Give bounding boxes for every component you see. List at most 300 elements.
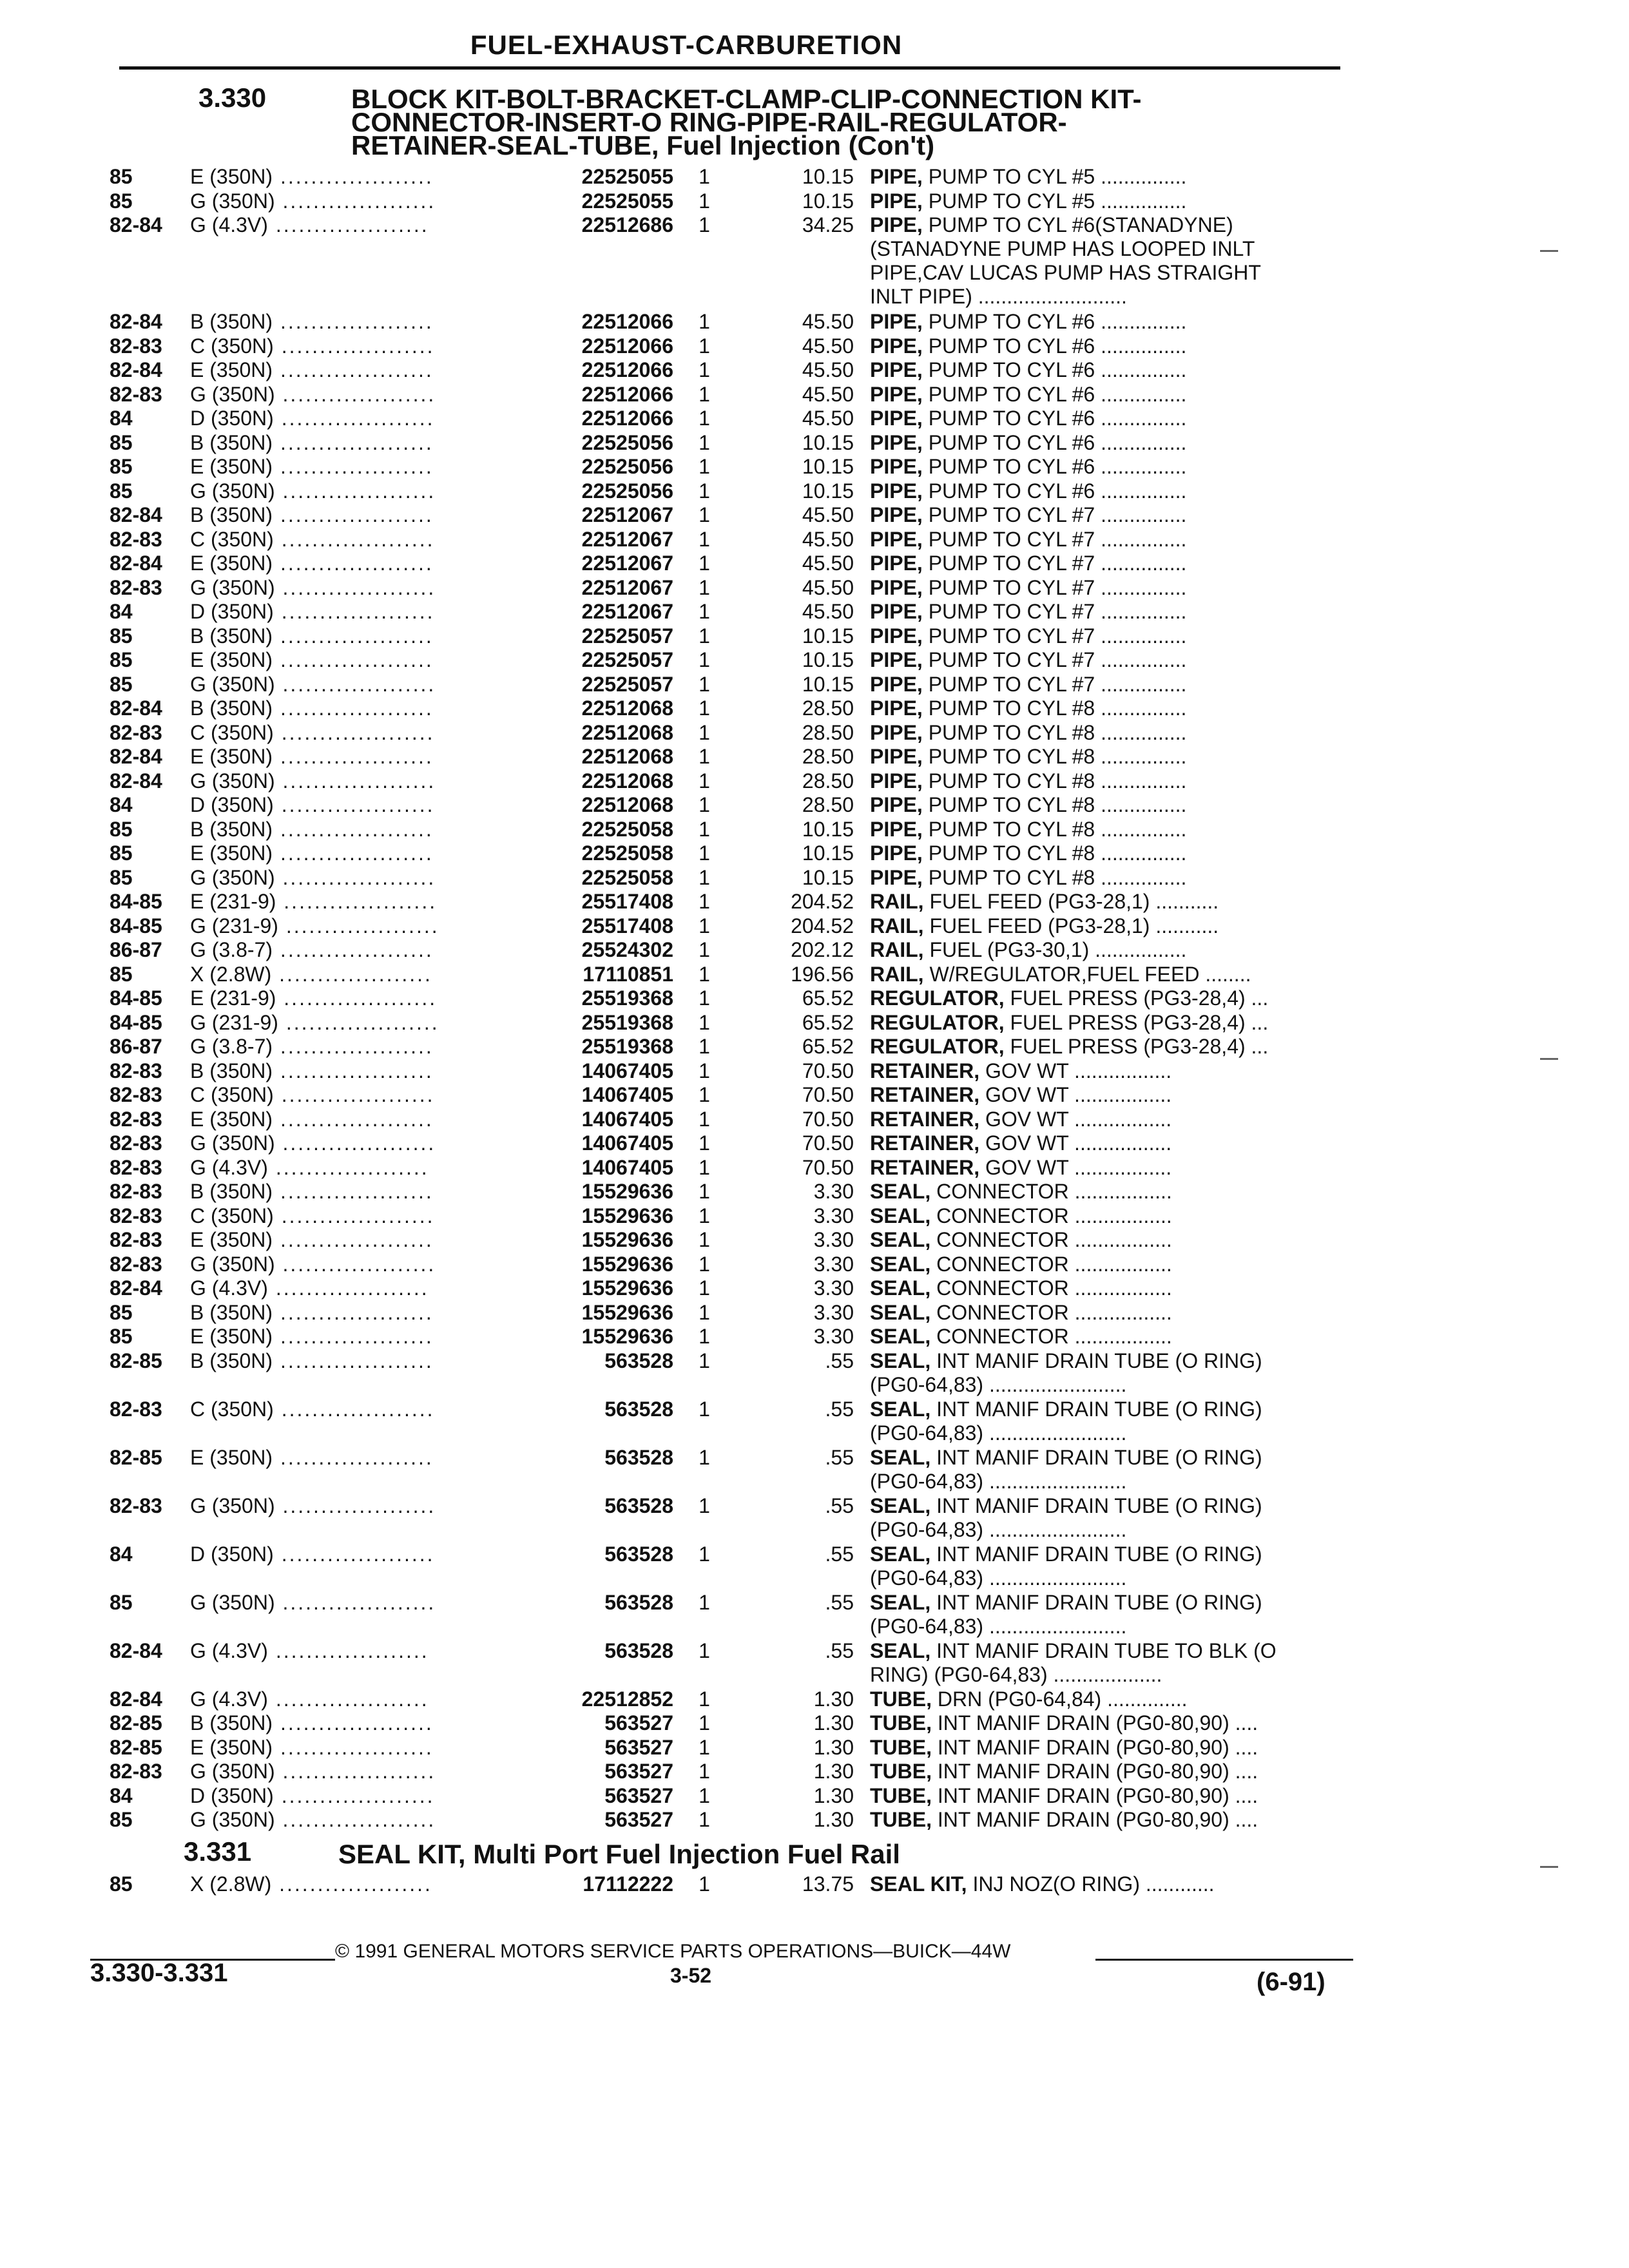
model-year: 84-85 (110, 914, 162, 937)
price: 1.30 (813, 1687, 854, 1711)
description (870, 1228, 1347, 1252)
model-year: 84 (110, 1783, 133, 1807)
parts-row (0, 963, 1629, 987)
leader-dots: .................... (273, 1180, 434, 1203)
parts-row (0, 310, 1629, 334)
description (870, 1011, 1347, 1035)
model-code (190, 745, 434, 769)
quantity: 1 (699, 1445, 710, 1469)
price: .55 (825, 1639, 854, 1662)
model-code-text: E (350N) (190, 1735, 273, 1759)
description-line: PIPE, PUMP TO CYL #8 ............... (870, 841, 1187, 865)
model-code-text: C (350N) (190, 1083, 274, 1106)
model-code (190, 1783, 435, 1808)
part-number: 22512068 (581, 745, 673, 768)
leader-dots: .................... (273, 527, 435, 551)
parts-row (0, 600, 1629, 624)
model-code-text: G (3.8-7) (190, 1035, 273, 1058)
price: 28.50 (802, 720, 854, 744)
description-line: SEAL, INT MANIF DRAIN TUBE (O RING) (870, 1397, 1262, 1421)
section-title (351, 84, 1318, 160)
parts-row (0, 1784, 1629, 1809)
model-year: 85 (110, 865, 133, 889)
part-number: 563527 (604, 1711, 673, 1735)
price: 3.30 (813, 1325, 854, 1348)
price: 1.30 (813, 1808, 854, 1831)
leader-dots: .................... (271, 1872, 432, 1896)
model-year: 84-85 (110, 890, 162, 913)
quantity: 1 (699, 455, 710, 478)
leader-dots: .................... (273, 334, 435, 358)
parts-row (0, 1131, 1629, 1156)
price: 65.52 (802, 1035, 854, 1058)
parts-row (0, 1687, 1629, 1712)
leader-dots: .................... (273, 624, 434, 648)
description-line: SEAL, CONNECTOR ................. (870, 1228, 1172, 1251)
description-line: RAIL, FUEL FEED (PG3-28,1) ........... (870, 914, 1219, 937)
part-noun: SEAL, (870, 1349, 931, 1372)
part-noun: REGULATOR, (870, 1035, 1005, 1058)
description-line: (PG0-64,83) ........................ (870, 1469, 1127, 1493)
model-year: 86-87 (110, 938, 162, 961)
parts-row (0, 890, 1629, 914)
part-noun: PIPE, (870, 189, 923, 213)
description (870, 793, 1347, 817)
model-year: 85 (110, 841, 133, 865)
model-code (190, 1300, 434, 1325)
parts-row (0, 1059, 1629, 1084)
parts-row (0, 528, 1629, 552)
leader-dots: .................... (275, 575, 436, 599)
model-year: 82-85 (110, 1349, 162, 1372)
leader-dots: .................... (276, 986, 438, 1010)
model-code (190, 1445, 434, 1470)
part-number: 563528 (604, 1542, 673, 1566)
part-noun: PIPE, (870, 697, 923, 720)
model-code (190, 841, 434, 865)
price: 45.50 (802, 600, 854, 623)
quantity: 1 (699, 1494, 710, 1517)
description (870, 1253, 1347, 1276)
quantity: 1 (699, 189, 710, 213)
model-code (190, 455, 434, 479)
model-code-text: G (350N) (190, 1494, 275, 1517)
leader-dots: .................... (273, 455, 434, 478)
section-range: 3.330-3.331 (90, 1959, 228, 1987)
quantity: 1 (699, 165, 710, 188)
leader-dots: .................... (275, 479, 436, 503)
quantity: 1 (699, 552, 710, 575)
leader-dots: .................... (267, 213, 429, 236)
price: .55 (825, 1542, 854, 1566)
part-number: 17110851 (583, 962, 673, 986)
model-code (190, 817, 434, 841)
leader-dots: .................... (273, 1783, 435, 1807)
leader-dots: .................... (275, 1760, 436, 1783)
model-code (190, 1204, 435, 1228)
quantity: 1 (699, 1107, 710, 1131)
model-code-text: G (350N) (190, 769, 275, 793)
part-noun: PIPE, (870, 165, 923, 188)
parts-row (0, 1301, 1629, 1325)
part-noun: SEAL, (870, 1180, 931, 1203)
model-code (190, 865, 436, 890)
part-number: 14067405 (581, 1155, 673, 1179)
model-year: 82-85 (110, 1735, 162, 1759)
model-year: 82-84 (110, 1276, 162, 1300)
parts-row (0, 1808, 1629, 1832)
part-number: 22512067 (581, 552, 673, 575)
quantity: 1 (699, 1180, 710, 1203)
model-year: 82-85 (110, 1445, 162, 1469)
model-year: 82-84 (110, 1639, 162, 1662)
model-code-text: D (350N) (190, 407, 274, 430)
parts-row (0, 1204, 1629, 1229)
description-line: (PG0-64,83) ........................ (870, 1421, 1127, 1445)
parts-row (0, 334, 1629, 359)
part-noun: RETAINER, (870, 1059, 980, 1082)
parts-row (0, 1736, 1629, 1760)
model-code-text: G (4.3V) (190, 1276, 268, 1300)
part-number: 14067405 (581, 1059, 673, 1082)
price: .55 (825, 1349, 854, 1372)
quantity: 1 (699, 1300, 710, 1324)
model-code (190, 1010, 439, 1035)
description-line: PIPE, PUMP TO CYL #7 ............... (870, 575, 1187, 599)
part-noun: RETAINER, (870, 1155, 980, 1179)
model-code-text: G (350N) (190, 189, 275, 213)
model-code (190, 769, 436, 793)
quantity: 1 (699, 1735, 710, 1759)
leader-dots: .................... (273, 552, 434, 575)
description-line: PIPE, PUMP TO CYL #6 ............... (870, 479, 1187, 503)
part-number: 22525058 (581, 865, 673, 889)
model-year: 82-83 (110, 1180, 162, 1203)
part-number: 15529636 (581, 1325, 673, 1348)
description-line: PIPE, PUMP TO CYL #7 ............... (870, 552, 1187, 575)
part-number: 22525056 (581, 430, 673, 454)
model-year: 85 (110, 624, 133, 648)
description (870, 407, 1347, 430)
price: 45.50 (802, 382, 854, 406)
parts-row (0, 841, 1629, 866)
model-code-text: B (350N) (190, 697, 273, 720)
price: 202.12 (791, 938, 854, 961)
model-year: 85 (110, 430, 133, 454)
model-code-text: G (231-9) (190, 1010, 278, 1034)
parts-row (0, 455, 1629, 479)
description-line: TUBE, INT MANIF DRAIN (PG0-80,90) .... (870, 1783, 1258, 1807)
part-noun: RAIL, (870, 914, 924, 937)
leader-dots: .................... (273, 1349, 434, 1372)
model-code (190, 1687, 429, 1711)
description (870, 600, 1347, 624)
part-number: 22525058 (581, 817, 673, 841)
quantity: 1 (699, 890, 710, 913)
price: .55 (825, 1590, 854, 1614)
description-line: (PG0-64,83) ........................ (870, 1566, 1127, 1590)
leader-dots: .................... (275, 672, 436, 696)
model-code-text: G (350N) (190, 1131, 275, 1155)
description (870, 503, 1347, 527)
model-year: 85 (110, 672, 133, 696)
model-code (190, 527, 435, 552)
model-code (190, 165, 434, 189)
model-year: 84 (110, 407, 133, 430)
part-number: 22512068 (581, 697, 673, 720)
description (870, 1446, 1347, 1494)
leader-dots: .................... (273, 1204, 435, 1227)
leader-dots: .................... (273, 430, 434, 454)
price: 70.50 (802, 1131, 854, 1155)
description-line: RETAINER, GOV WT ................. (870, 1155, 1172, 1179)
leader-dots: .................... (273, 1059, 434, 1082)
model-code-text: G (350N) (190, 479, 275, 503)
price: 70.50 (802, 1155, 854, 1179)
parts-row (0, 673, 1629, 697)
model-code (190, 1760, 436, 1783)
quantity: 1 (699, 1711, 710, 1735)
model-code-text: E (350N) (190, 165, 273, 188)
quantity: 1 (699, 1872, 710, 1896)
parts-row (0, 769, 1629, 794)
model-code-text: G (350N) (190, 672, 275, 696)
part-noun: RAIL, (870, 890, 924, 913)
model-year: 82-84 (110, 503, 162, 526)
model-code (190, 479, 436, 503)
price: 28.50 (802, 697, 854, 720)
price: 10.15 (802, 455, 854, 478)
model-code (190, 1639, 429, 1663)
margin-mark (1540, 1866, 1558, 1868)
part-noun: PIPE, (870, 745, 923, 768)
part-number: 563528 (604, 1349, 673, 1372)
price: 65.52 (802, 1010, 854, 1034)
description-line: RETAINER, GOV WT ................. (870, 1107, 1172, 1131)
model-code-text: B (350N) (190, 503, 273, 526)
description (870, 673, 1347, 697)
description-line: PIPE, PUMP TO CYL #8 ............... (870, 697, 1187, 720)
price: 70.50 (802, 1059, 854, 1082)
description (870, 818, 1347, 841)
part-number: 22512068 (581, 793, 673, 816)
part-noun: PIPE, (870, 624, 923, 648)
description-line: PIPE, PUMP TO CYL #7 ............... (870, 527, 1187, 551)
description-line: TUBE, INT MANIF DRAIN (PG0-80,90) .... (870, 1735, 1258, 1759)
parts-row (0, 914, 1629, 939)
leader-dots: .................... (275, 382, 436, 406)
model-year: 82-84 (110, 213, 162, 236)
description-line: PIPE, PUMP TO CYL #6 ............... (870, 430, 1187, 454)
part-noun: SEAL, (870, 1228, 931, 1251)
model-code-text: D (350N) (190, 793, 274, 816)
model-year: 82-84 (110, 1687, 162, 1711)
price: 70.50 (802, 1107, 854, 1131)
part-number: 25524302 (581, 938, 673, 961)
model-code-text: E (350N) (190, 358, 273, 381)
description (870, 455, 1347, 479)
model-year: 82-83 (110, 1083, 162, 1106)
quantity: 1 (699, 1252, 710, 1276)
parts-row (0, 479, 1629, 504)
part-noun: REGULATOR, (870, 1010, 1005, 1034)
description-line: RING) (PG0-64,83) ................... (870, 1662, 1162, 1686)
model-code (190, 503, 434, 527)
model-code (190, 697, 434, 720)
part-noun: PIPE, (870, 648, 923, 671)
part-number: 14067405 (581, 1131, 673, 1155)
model-code-text: G (3.8-7) (190, 938, 273, 961)
model-code (190, 962, 432, 986)
part-number: 15529636 (581, 1228, 673, 1251)
part-number: 22525057 (581, 624, 673, 648)
price: 1.30 (813, 1711, 854, 1735)
quantity: 1 (699, 1010, 710, 1034)
price: 204.52 (791, 914, 854, 937)
parts-list (0, 165, 1629, 1832)
price: 3.30 (813, 1180, 854, 1203)
price: 45.50 (802, 358, 854, 381)
model-year: 84-85 (110, 986, 162, 1010)
description (870, 1398, 1347, 1445)
part-noun: RAIL, (870, 938, 924, 961)
price: 45.50 (802, 334, 854, 358)
model-code-text: C (350N) (190, 1204, 274, 1227)
description-line: PIPE, PUMP TO CYL #6 ............... (870, 407, 1187, 430)
description (870, 1035, 1347, 1059)
part-noun: SEAL, (870, 1252, 931, 1276)
parts-row (0, 1494, 1629, 1542)
leader-dots: .................... (273, 1735, 434, 1759)
part-number: 14067405 (581, 1107, 673, 1131)
description-line: SEAL KIT, INJ NOZ(O RING) ............ (870, 1872, 1215, 1896)
price: 1.30 (813, 1735, 854, 1759)
description (870, 165, 1347, 189)
description-line: SEAL, CONNECTOR ................. (870, 1252, 1172, 1276)
description (870, 383, 1347, 407)
description (870, 1872, 1347, 1896)
description (870, 358, 1347, 382)
quantity: 1 (699, 575, 710, 599)
price: 34.25 (802, 213, 854, 236)
price: 10.15 (802, 165, 854, 188)
part-number: 22512067 (581, 503, 673, 526)
margin-mark (1540, 250, 1558, 252)
model-code-text: E (350N) (190, 648, 273, 671)
description-line: SEAL, CONNECTOR ................. (870, 1300, 1172, 1324)
quantity: 1 (699, 213, 710, 236)
parts-row (0, 1591, 1629, 1639)
leader-dots: .................... (273, 817, 434, 841)
model-year: 85 (110, 648, 133, 671)
description-line: PIPE,CAV LUCAS PUMP HAS STRAIGHT (870, 261, 1261, 284)
description (870, 1687, 1347, 1711)
parts-row (0, 576, 1629, 601)
part-number: 22512852 (581, 1687, 673, 1711)
model-code-text: G (350N) (190, 865, 275, 889)
part-number: 15529636 (581, 1276, 673, 1300)
description (870, 1711, 1347, 1735)
description (870, 1276, 1347, 1300)
description-line: REGULATOR, FUEL PRESS (PG3-28,4) ... (870, 1035, 1269, 1058)
description (870, 1760, 1347, 1783)
description-line: TUBE, DRN (PG0-64,84) .............. (870, 1687, 1188, 1711)
description-line: PIPE, PUMP TO CYL #5 ............... (870, 189, 1187, 213)
description (870, 213, 1347, 309)
part-noun: PIPE, (870, 552, 923, 575)
model-code-text: B (350N) (190, 1059, 273, 1082)
quantity: 1 (699, 479, 710, 503)
parts-row (0, 1253, 1629, 1277)
description-line: PIPE, PUMP TO CYL #6 ............... (870, 358, 1187, 381)
quantity: 1 (699, 407, 710, 430)
part-noun: SEAL, (870, 1204, 931, 1227)
section-number: 3.331 (184, 1836, 252, 1867)
model-code (190, 575, 436, 600)
description (870, 745, 1347, 769)
parts-row (0, 1872, 1629, 1897)
quantity: 1 (699, 914, 710, 937)
part-number: 22512686 (581, 213, 673, 236)
leader-dots: .................... (273, 1035, 434, 1058)
description (870, 721, 1347, 745)
leader-dots: .................... (273, 310, 434, 333)
quantity: 1 (699, 648, 710, 671)
section-title-line: RETAINER-SEAL-TUBE, Fuel Injection (Con't) (351, 130, 935, 160)
part-noun: SEAL, (870, 1300, 931, 1324)
model-code (190, 430, 434, 455)
description-line: PIPE, PUMP TO CYL #5 ............... (870, 165, 1187, 188)
model-year: 86-87 (110, 1035, 162, 1058)
model-code (190, 938, 434, 962)
model-code (190, 1228, 434, 1252)
part-number: 22512066 (581, 334, 673, 358)
model-code (190, 986, 438, 1010)
part-number: 25519368 (581, 1035, 673, 1058)
part-noun: PIPE, (870, 817, 923, 841)
leader-dots: .................... (273, 600, 435, 623)
leader-dots: .................... (273, 503, 434, 526)
model-year: 84 (110, 600, 133, 623)
part-number: 22525056 (581, 455, 673, 478)
section-title-line: CONNECTOR-INSERT-O RING-PIPE-RAIL-REGULATOR- (351, 107, 1067, 137)
part-number: 563528 (604, 1445, 673, 1469)
description (870, 1325, 1347, 1349)
model-code-text: E (350N) (190, 1325, 273, 1348)
model-code-text: G (350N) (190, 382, 275, 406)
quantity: 1 (699, 334, 710, 358)
quantity: 1 (699, 1542, 710, 1566)
price: 3.30 (813, 1228, 854, 1251)
quantity: 1 (699, 1131, 710, 1155)
model-code-text: G (350N) (190, 1590, 275, 1614)
description-line: PIPE, PUMP TO CYL #8 ............... (870, 769, 1187, 793)
description-line: SEAL, CONNECTOR ................. (870, 1276, 1172, 1300)
model-code (190, 1276, 429, 1300)
part-noun: PIPE, (870, 213, 923, 236)
leader-dots: .................... (275, 1252, 436, 1276)
quantity: 1 (699, 697, 710, 720)
model-year: 85 (110, 165, 133, 188)
parts-row (0, 1276, 1629, 1301)
quantity: 1 (699, 430, 710, 454)
model-year: 82-83 (110, 720, 162, 744)
price: 3.30 (813, 1252, 854, 1276)
model-code (190, 1494, 436, 1518)
part-number: 22525057 (581, 648, 673, 671)
leader-dots: .................... (273, 407, 435, 430)
description (870, 189, 1347, 213)
